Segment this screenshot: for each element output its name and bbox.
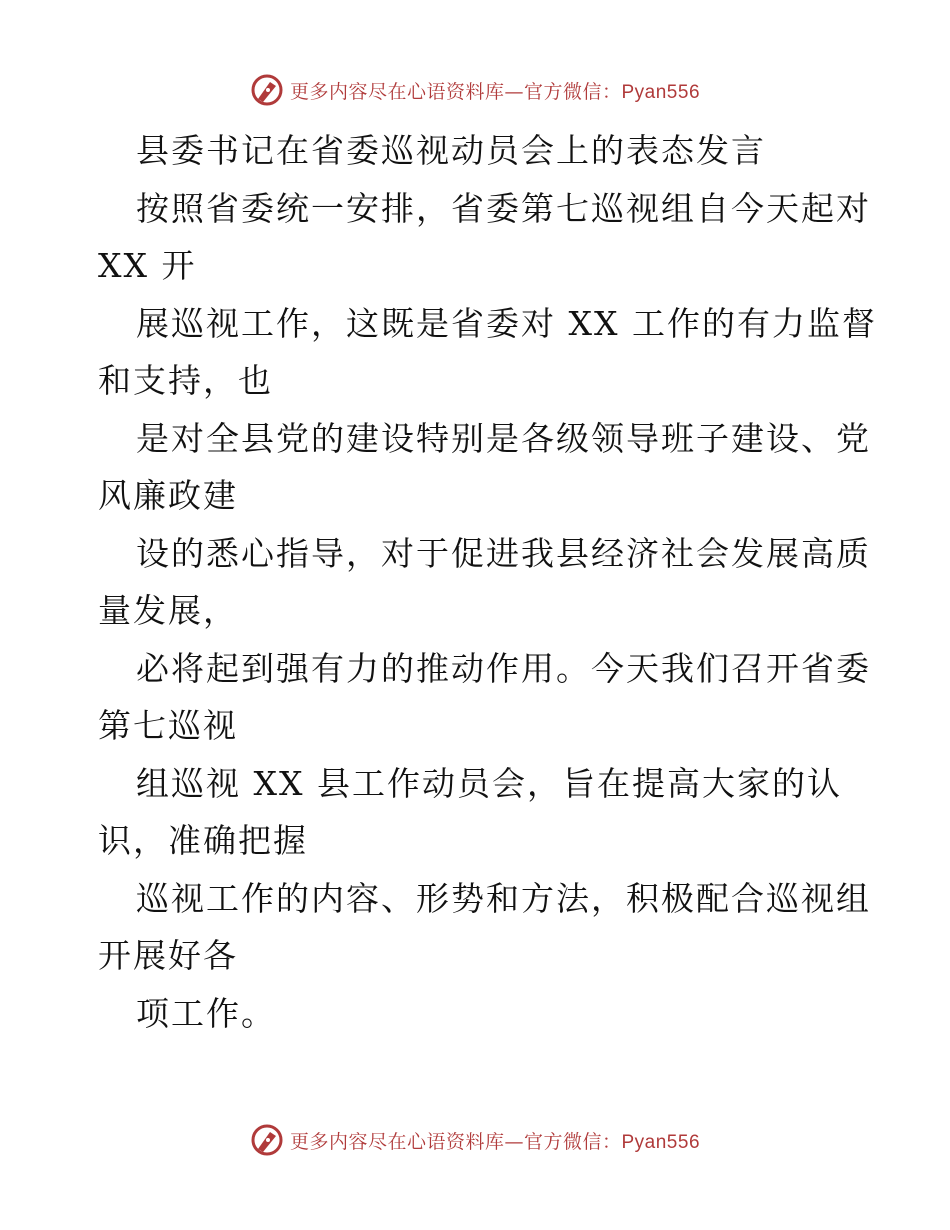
document-line: 设的悉心指导，对于促进我县经济社会发展高质 (136, 533, 871, 573)
document-line: 开展好各 (98, 936, 238, 975)
document-line: 组巡视 XX 县工作动员会，旨在提高大家的认 (136, 763, 842, 803)
document-line: 和支持，也 (98, 361, 273, 400)
banner-label: 更多内容尽在心语资料库—官方微信： (289, 1130, 622, 1153)
banner-wechat-id: Pyan556 (621, 1131, 701, 1153)
banner-text (290, 77, 700, 104)
document-line: XX 开 (98, 246, 197, 285)
document-line: 风廉政建 (98, 476, 238, 515)
pen-nib-logo-icon (250, 1123, 284, 1157)
document-line: 按照省委统一安排，省委第七巡视组自今天起对 (136, 188, 871, 228)
document-title: 县委书记在省委巡视动员会上的表态发言 (136, 131, 766, 170)
pen-nib-logo-icon (250, 73, 284, 107)
footer-banner (0, 1120, 950, 1160)
document-line: 是对全县党的建设特别是各级领导班子建设、党 (136, 418, 871, 458)
document-line: 第七巡视 (98, 706, 238, 745)
document-body (98, 122, 877, 1042)
banner-wechat-id: Pyan556 (621, 81, 701, 103)
document-line: 识，准确把握 (98, 821, 308, 860)
banner-text (290, 1127, 700, 1154)
document-line: 必将起到强有力的推动作用。今天我们召开省委 (136, 648, 871, 688)
document-line: 项工作。 (136, 993, 276, 1033)
document-line: 量发展， (98, 591, 238, 630)
document-line: 巡视工作的内容、形势和方法，积极配合巡视组 (136, 878, 871, 918)
header-banner (0, 70, 950, 110)
banner-label: 更多内容尽在心语资料库—官方微信： (289, 80, 622, 103)
document-line: 展巡视工作，这既是省委对 XX 工作的有力监督 (136, 303, 877, 343)
